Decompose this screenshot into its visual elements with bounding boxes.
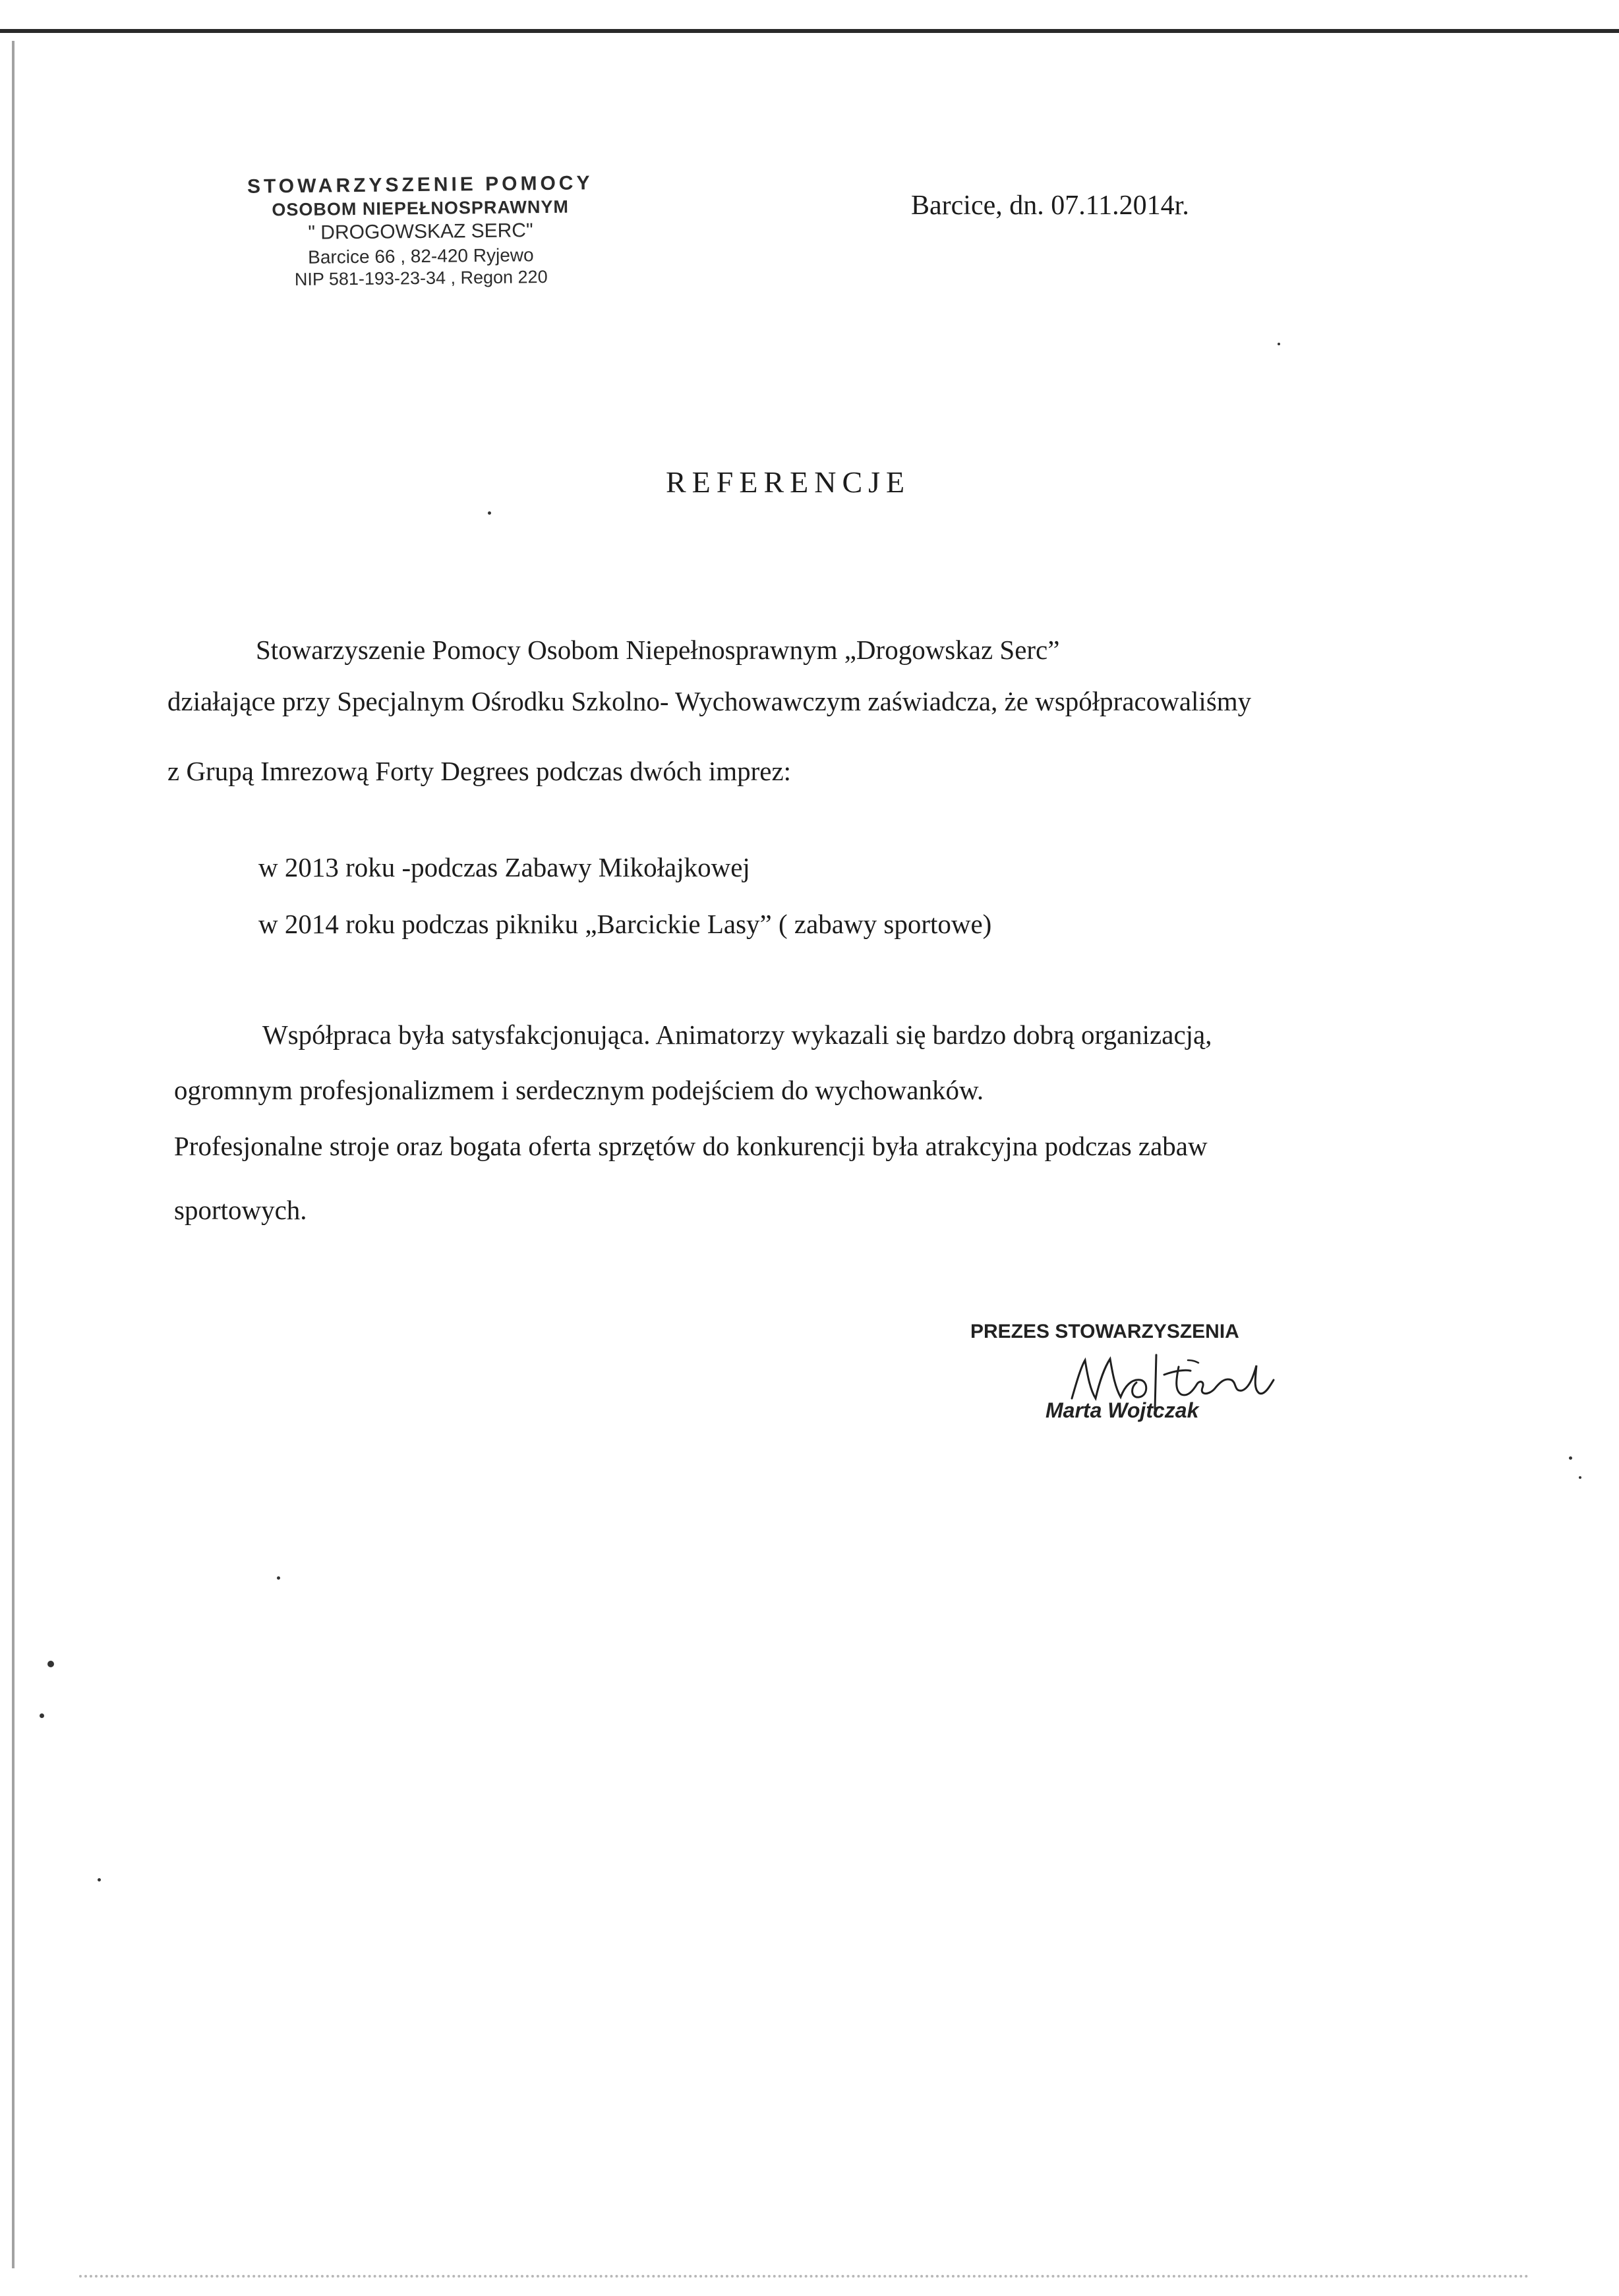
scan-speck <box>488 511 491 515</box>
stamp-line: " DROGOWSKAZ SERC" <box>308 219 533 244</box>
body-line: Profesjonalne stroje oraz bogata oferta sprzętów do konkurencji była atrakcyjna podczas zabaw <box>174 1131 1208 1161</box>
letter-title: REFERENCJE <box>666 465 911 499</box>
scan-bottom-border <box>79 2275 1529 2280</box>
scan-speck <box>1278 343 1280 345</box>
signatory-title: PREZES STOWARZYSZENIA <box>970 1321 1239 1342</box>
scan-speck <box>98 1878 101 1881</box>
event-line: w 2013 roku -podczas Zabawy Mikołajkowej <box>258 852 750 882</box>
signatory-name: Marta Wojtczak <box>1045 1398 1199 1422</box>
stamp-line: STOWARZYSZENIE POMOCY <box>247 172 593 198</box>
scan-left-border <box>12 41 15 2268</box>
signature-block <box>966 1321 1336 1452</box>
scan-speck <box>277 1576 280 1580</box>
stamp-line: Barcice 66 , 82-420 Ryjewo <box>308 244 534 268</box>
body-line: z Grupą Imrezową Forty Degrees podczas dwóch imprez: <box>167 756 792 786</box>
scan-speck <box>40 1713 44 1718</box>
association-stamp <box>209 171 632 292</box>
stamp-line: NIP 581-193-23-34 , Regon 220 <box>294 266 548 289</box>
scan-top-border <box>0 29 1619 33</box>
body-line: Współpraca była satysfakcjonująca. Animatorzy wykazali się bardzo dobrą organizacją, <box>262 1019 1212 1050</box>
scan-speck <box>47 1661 54 1667</box>
body-line: sportowych. <box>174 1195 307 1225</box>
body-line: Stowarzyszenie Pomocy Osobom Niepełnosprawnym „Drogowskaz Serc” <box>256 635 1060 665</box>
body-line: ogromnym profesjonalizmem i serdecznym podejściem do wychowanków. <box>174 1075 984 1105</box>
scan-speck <box>1579 1476 1581 1479</box>
scan-speck <box>1569 1456 1572 1460</box>
stamp-line: OSOBOM NIEPEŁNOSPRAWNYM <box>272 196 570 219</box>
event-line: w 2014 roku podczas pikniku „Barcickie Lasy” ( zabawy sportowe) <box>258 909 992 939</box>
place-date: Barcice, dn. 07.11.2014r. <box>911 190 1189 221</box>
body-line: działające przy Specjalnym Ośrodku Szkolno- Wychowawczym zaświadcza, że współpracowaliśmy <box>167 686 1252 716</box>
